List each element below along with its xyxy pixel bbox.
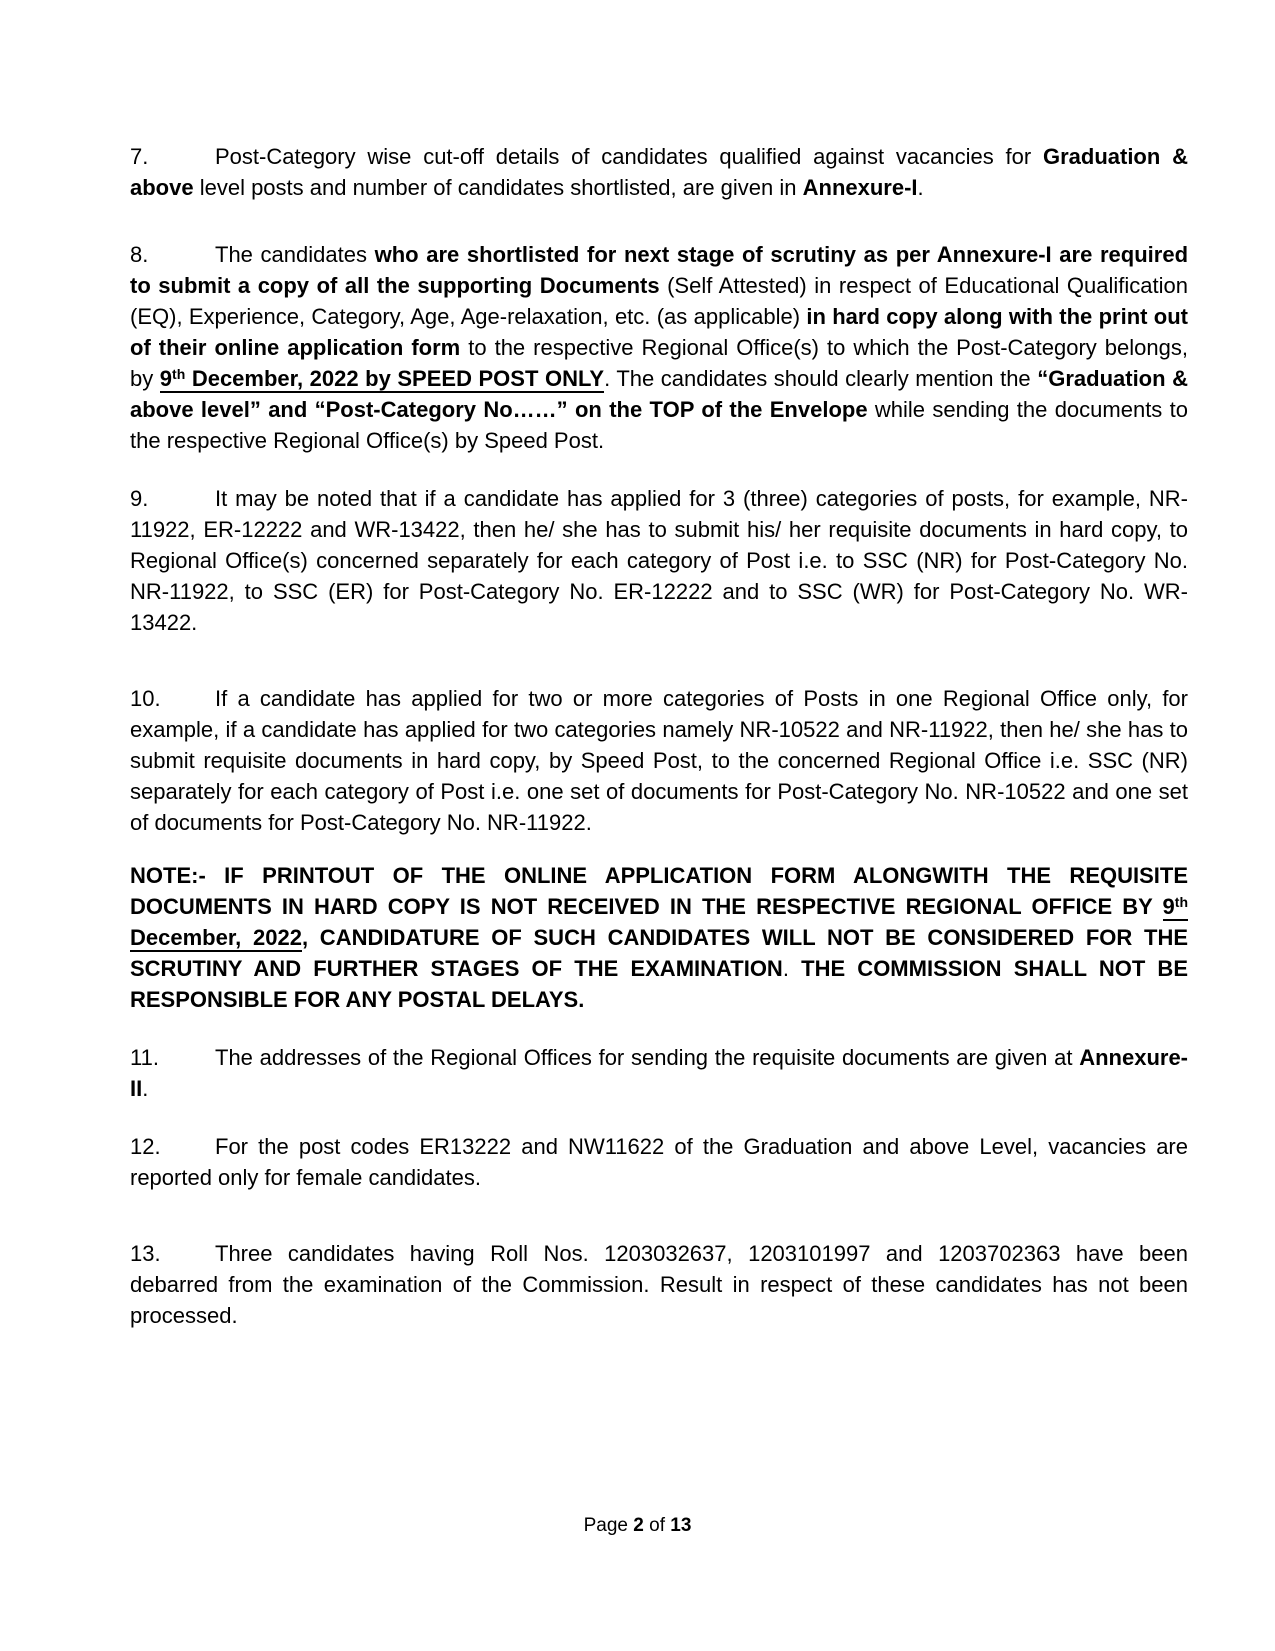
superscript-text: th: [172, 366, 186, 382]
paragraph-12: [130, 1131, 1188, 1193]
text-run: to the respective Regional Office(s) to which the Post-Category belongs, by: [130, 335, 1188, 391]
page-footer: [0, 1513, 1275, 1539]
text-run: level posts and number of candidates shortlisted, are given in: [193, 175, 803, 200]
text-run: .: [917, 175, 924, 200]
text-run: . The candidates should clearly mention the: [604, 366, 1038, 391]
text-run: .: [782, 956, 802, 981]
text-run: .: [142, 1076, 149, 1101]
bold-text-run: Annexure-I: [802, 175, 918, 200]
text-run: If a candidate has applied for two or more categories of Posts in one Regional Office only, for example, if a candidate has applied for two categories namely NR-10522 and NR-11922, then he/ she has to submit requisite documents in hard copy, by Speed Post, to the concerned Regional Office i.e. SSC (NR) separately for each category of Post i.e. one set of documents for Post-Category No. NR-10522 and one set of documents for Post-Category No. NR-11922.: [130, 686, 1188, 835]
paragraph-8-number: 8.: [130, 242, 149, 267]
bold-text-run: , CANDIDATURE OF SUCH CANDIDATES WILL NOT BE CONSIDERED FOR THE SCRUTINY AND FURTHER STAGES OF THE EXAMINATION: [130, 925, 1189, 981]
text-run: The candidates: [215, 242, 375, 267]
bold-text-run: “Graduation & above level” and “Post-Category No……” on the TOP of the Envelope: [130, 366, 1188, 422]
bold-text-run: in hard copy along with the print out of their online application form: [130, 304, 1188, 360]
bold-text-run: 9: [1162, 894, 1175, 919]
paragraph-7-number: 7.: [130, 144, 149, 169]
page-number-value: 13: [670, 1515, 692, 1536]
paragraph-10: [130, 683, 1188, 838]
paragraph-13-number: 13.: [130, 1241, 161, 1266]
bold-text-run: who are shortlisted for next stage of scrutiny as per Annexure-I are required to submit a copy of all the supporting Documents: [130, 242, 1189, 298]
paragraph-11-number: 11.: [130, 1045, 159, 1070]
bold-text-run: December, 2022: [130, 925, 302, 950]
text-run: For the post codes ER13222 and NW11622 of the Graduation and above Level, vacancies are reported only for female candidates.: [130, 1134, 1188, 1190]
page-number-label: of: [643, 1515, 671, 1536]
bold-text-run: Graduation & above: [130, 144, 1188, 200]
bold-text-run: THE COMMISSION SHALL NOT BE RESPONSIBLE FOR ANY POSTAL DELAYS.: [130, 956, 1188, 1012]
paragraph-9-number: 9.: [130, 486, 149, 511]
note-paragraph: [130, 860, 1188, 1015]
paragraph-8: [130, 239, 1188, 456]
text-run: Three candidates having Roll Nos. 1203032637, 1203101997 and 1203702363 have been debarred from the examination of the Commission. Result in respect of these candidates has not been processed.: [130, 1241, 1188, 1328]
paragraph-11: [130, 1042, 1188, 1104]
paragraph-10-number: 10.: [130, 686, 161, 711]
text-run: Post-Category wise cut-off details of candidates qualified against vacancies for: [215, 144, 1043, 169]
paragraph-13: [130, 1238, 1188, 1331]
underlined-text: [160, 366, 604, 393]
text-run: (Self Attested) in respect of Educational Qualification (EQ), Experience, Category, Age, Age-relaxation, etc. (as applicable): [130, 273, 1188, 329]
page-number-label: Page: [583, 1515, 634, 1536]
superscript-text: th: [1174, 894, 1188, 910]
text-run: The addresses of the Regional Offices for sending the requisite documents are given at: [215, 1045, 1080, 1070]
bold-text-run: NOTE:- IF PRINTOUT OF THE ONLINE APPLICATION FORM ALONGWITH THE REQUISITE DOCUMENTS IN HARD COPY IS NOT RECEIVED IN THE RESPECTIVE REGIONAL OFFICE BY: [130, 863, 1188, 919]
document-page: [130, 141, 1188, 1331]
paragraph-7: [130, 141, 1188, 203]
text-run: It may be noted that if a candidate has applied for 3 (three) categories of posts, for example, NR-11922, ER-12222 and WR-13422, then he/ she has to submit his/ her requisite documents in hard copy, to Regional Office(s) concerned separately for each category of Post i.e. to SSC (NR) for Post-Category No. NR-11922, to SSC (ER) for Post-Category No. ER-12222 and to SSC (WR) for Post-Category No. WR-13422.: [130, 486, 1188, 635]
bold-text-run: Annexure-II: [130, 1045, 1188, 1101]
page-number-value: 2: [633, 1515, 644, 1536]
paragraph-9: [130, 483, 1188, 638]
text-run: while sending the documents to the respective Regional Office(s) by Speed Post.: [130, 397, 1188, 453]
bold-text-run: 9: [159, 366, 173, 391]
bold-text-run: December, 2022 by SPEED POST ONLY: [185, 366, 605, 391]
paragraph-12-number: 12.: [130, 1134, 161, 1159]
